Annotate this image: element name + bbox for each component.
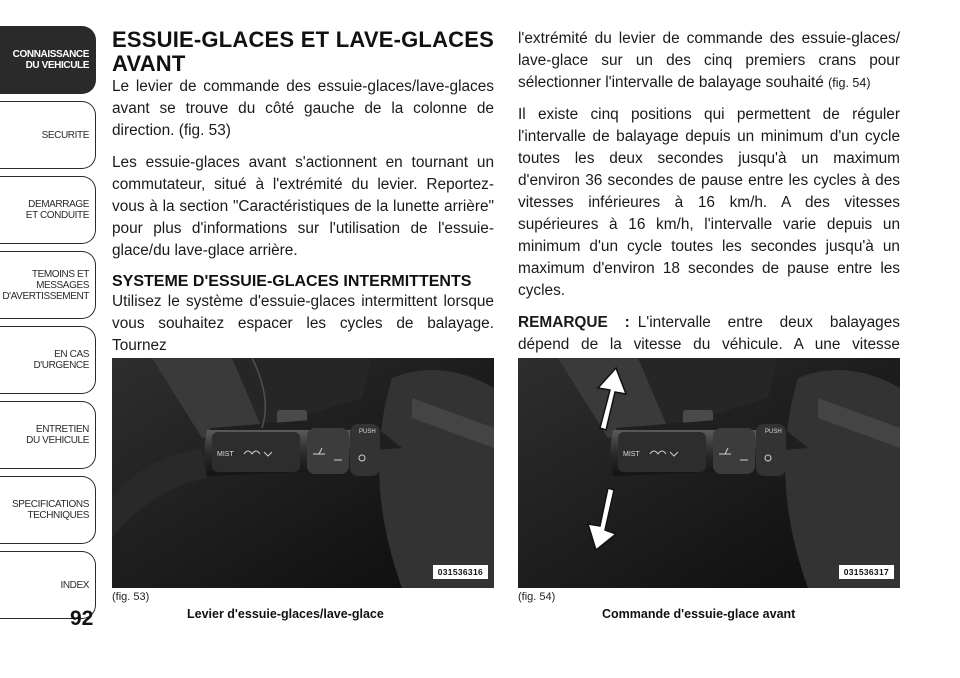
- figure-54-caption: Commande d'essuie-glace avant: [602, 607, 796, 621]
- right-text-column: [518, 28, 900, 388]
- tab-index[interactable]: INDEX: [0, 551, 96, 619]
- left-text-column: [112, 28, 494, 367]
- tab-temoins-et-messages[interactable]: TEMOINS ET MESSAGES D'AVERTISSEMENT: [0, 251, 96, 319]
- lever-mist-label: MIST: [623, 451, 640, 458]
- figure-wiper-control: [518, 358, 900, 588]
- figure-53-caption: Levier d'essuie-glaces/lave-glace: [187, 607, 384, 621]
- paragraph-wiper-operation: Les essuie-glaces avant s'actionnent en tournant un commutateur, situé à l'extrémité du levier. Reportez-vous à la section "Caractéristiques de la lunette arrière" pour plus d'informations sur l'utilisation de l'essuie-glace/du lave-glace arrière.: [112, 154, 494, 259]
- lever-mist-label: MIST: [217, 451, 234, 458]
- figure-wiper-lever: [112, 358, 494, 588]
- tab-specifications-techniques[interactable]: SPECIFICATIONS TECHNIQUES: [0, 476, 96, 544]
- tab-en-cas-d-urgence[interactable]: EN CAS D'URGENCE: [0, 326, 96, 394]
- paragraph-interval-select-text: l'extrémité du levier de commande des essuie-glaces/ lave-glace sur un des cinq premiers crans pour sélectionner l'intervalle de balayage souhaité: [518, 30, 900, 91]
- section-title: ESSUIE-GLACES ET LAVE-GLACES AVANT: [112, 27, 494, 76]
- paragraph-intermittent-intro: Utilisez le système d'essuie-glaces intermittent lorsque vous souhaitez espacer les cycles de balayage. Tournez: [112, 293, 494, 354]
- figure-code: 031536316: [433, 565, 488, 579]
- figure-54-ref: (fig. 54): [518, 591, 556, 603]
- tab-demarrage-et-conduite[interactable]: DEMARRAGE ET CONDUITE: [0, 176, 96, 244]
- figure-reference: (fig. 54): [828, 76, 871, 90]
- lever-push-label: PUSH: [359, 429, 376, 435]
- wiper-lever-illustration: [112, 358, 494, 588]
- tab-connaissance-du-vehicule[interactable]: CONNAISSANCE DU VEHICULE: [0, 26, 96, 94]
- chapter-tab-sidebar: [0, 0, 100, 640]
- subsection-title: SYSTEME D'ESSUIE-GLACES INTERMITTENTS: [112, 273, 472, 290]
- figure-53-ref: (fig. 53): [112, 591, 150, 603]
- note-label: REMARQUE :: [518, 314, 630, 331]
- tab-securite[interactable]: SECURITE: [0, 101, 96, 169]
- paragraph-interval-select: [518, 28, 900, 94]
- tab-entretien-du-vehicule[interactable]: ENTRETIEN DU VEHICULE: [0, 401, 96, 469]
- paragraph-lever-location: Le levier de commande des essuie-glaces/lave-glaces avant se trouve du côté gauche de la colonne de direction. (fig. 53): [112, 78, 494, 139]
- wiper-control-illustration: [518, 358, 900, 588]
- paragraph-five-positions: Il existe cinq positions qui permettent de réguler l'intervalle de balayage depuis un minimum d'un cycle toutes les deux secondes jusqu'à un maximum d'environ 36 secondes de pause entre les cycles à des vitesses inférieures à 16 km/h. A des vitesses supérieures à 16 km/h, l'intervalle varie depuis un minimum d'un cycle toutes les secondes jusqu'à un maximum d'environ 18 secondes de pause entre les cycles.: [518, 106, 900, 299]
- lever-push-label: PUSH: [765, 429, 782, 435]
- figure-code: 031536317: [839, 565, 894, 579]
- note-text: L'intervalle entre deux balayages dépend de la vitesse du véhicule. A une vitesse: [518, 314, 900, 353]
- page-number: 92: [70, 607, 94, 630]
